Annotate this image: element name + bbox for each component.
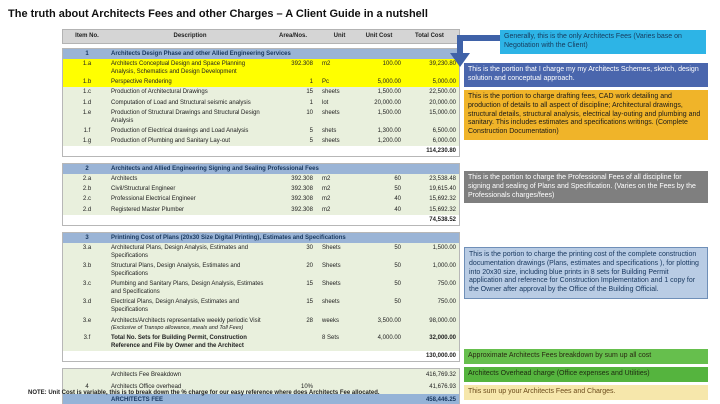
unit-value: m2	[322, 176, 331, 183]
callout-printing-cost-note: This is the portion to charge the printing cost of the complete construction documentation drawings (Plans, estimates and specifications ), for plotting into 20x30 size, including blue prints in 8 sets for Building Permit application and reference for Construction Implementation and 1 copy for the Owner after approval by the Office of the Building Official.	[464, 247, 708, 299]
item-description: Professional Electrical Engineer	[111, 196, 196, 203]
callout-conceptual-design-note: This is the portion that I charge my my Architects Schemes, sketch, design solution and conceptual approach.	[464, 63, 708, 87]
unit-cost-value: 4,000.00	[377, 335, 401, 342]
table-row	[63, 59, 459, 77]
unit-cost-value: 50	[394, 244, 401, 251]
total-cost-value: 15,000.00	[429, 109, 456, 116]
total-cost-value: 22,500.00	[429, 89, 456, 96]
item-description: Production of Structural Drawings and Structural Design Analysis	[111, 109, 260, 124]
table-row	[63, 205, 459, 215]
item-number: 2	[85, 166, 89, 173]
item-number: 1.a	[82, 61, 92, 68]
item-number: 1.g	[82, 137, 92, 144]
table-row	[63, 87, 459, 97]
total-cost-value: 98,000.00	[429, 317, 456, 324]
item-number: 2.b	[82, 186, 92, 193]
item-description: Electrical Plans, Design Analysis, Estimates and Specifications	[111, 299, 240, 314]
item-description: Architects Conceptual Design and Space Planning Analysis, Schematics and Design Development	[111, 61, 246, 76]
item-number: 1.d	[82, 99, 92, 106]
total-cost-value: 6,000.00	[432, 137, 456, 144]
unit-cost-value: 50	[394, 299, 401, 306]
unit-value: Sheets	[322, 244, 341, 251]
unit-value: sheets	[322, 109, 340, 116]
total-cost-value: 458,446.25	[425, 396, 456, 403]
area-value: 5	[309, 137, 313, 144]
unit-cost-value: 50	[394, 262, 401, 269]
item-description: Architects/Architects representative weekly periodic Visit (Exclusive of Transpo allowance, meals and Toll Fees)	[111, 317, 273, 333]
item-description: Production of Architectural Drawings	[111, 89, 208, 96]
area-value: 392.308	[291, 176, 313, 183]
column-header: Total Cost	[415, 33, 444, 39]
unit-cost-value: 100.00	[382, 61, 401, 68]
item-number: 2.a	[82, 176, 92, 183]
item-number: 3.a	[82, 244, 92, 251]
item-description: ARCHITECTS FEE	[111, 396, 164, 403]
unit-value: sheets	[322, 89, 340, 96]
column-header: Area/Nos.	[278, 33, 307, 39]
area-value: 392.308	[291, 206, 313, 213]
fees-table	[62, 29, 460, 404]
item-description: Perspective Rendering	[111, 79, 172, 86]
unit-value: m2	[322, 206, 331, 213]
table-section-block	[62, 163, 460, 226]
unit-cost-value: 50	[394, 281, 401, 288]
area-value: 30	[306, 244, 313, 251]
table-row	[63, 333, 459, 351]
table-section-block	[62, 232, 460, 363]
unit-cost-value: 3,500.00	[377, 317, 401, 324]
table-row	[63, 108, 459, 126]
area-value: 20	[306, 262, 313, 269]
callout-overhead-note: Architects Overhead charge (Office expenses and Utilities)	[464, 367, 708, 382]
table-row	[63, 98, 459, 108]
table-row	[63, 261, 459, 279]
unit-cost-value: 60	[394, 176, 401, 183]
item-number: 1.b	[82, 79, 92, 86]
item-number: 3.e	[82, 317, 92, 324]
area-value: 5	[309, 127, 313, 134]
item-number: 3.c	[82, 281, 91, 288]
column-header: Item No.	[75, 33, 99, 39]
item-description: Computation of Load and Structural seismic analysis	[111, 99, 251, 106]
total-cost-value: 15,692.32	[429, 196, 456, 203]
item-description: Production of Electrical drawings and Load Analysis	[111, 127, 249, 134]
item-number: 3.b	[82, 262, 92, 269]
section-title: Printining Cost of Plans (20x30 Size Digital Printing), Estimates and Specifications	[111, 234, 346, 241]
item-number: 2.d	[82, 206, 92, 213]
subtotal-value: 74,538.52	[429, 216, 456, 223]
unit-cost-value: 1,200.00	[377, 137, 401, 144]
unit-cost-value: 40	[394, 196, 401, 203]
area-value: 1	[309, 99, 313, 106]
column-header: Description	[173, 33, 207, 39]
item-number: 3.f	[83, 335, 91, 342]
area-value: 10%	[300, 384, 313, 391]
area-value: 1	[309, 79, 313, 86]
total-cost-value: 6,500.00	[432, 127, 456, 134]
unit-value: 8 Sets	[322, 335, 340, 342]
table-row	[63, 297, 459, 315]
item-description: Plumbing and Sanitary Plans, Design Analysis, Estimates and Specifications	[111, 281, 264, 296]
total-cost-value: 416,769.32	[425, 372, 456, 379]
table-row	[63, 77, 459, 87]
table-section-block	[62, 368, 460, 404]
item-number: 4	[85, 384, 89, 391]
table-row	[63, 316, 459, 334]
unit-cost-value: 5,000.00	[377, 79, 401, 86]
item-description: Architects	[111, 176, 138, 183]
item-description: Total No. Sets for Building Permit, Construction Reference and File by Owner and the Architect	[111, 335, 247, 350]
subtotal-value: 130,000.00	[425, 353, 456, 360]
area-value: 28	[306, 317, 313, 324]
table-row	[63, 146, 459, 156]
table-row	[63, 279, 459, 297]
unit-cost-value: 1,300.00	[377, 127, 401, 134]
item-number: 3.d	[82, 299, 92, 306]
column-header: Unit Cost	[365, 33, 393, 39]
unit-value: sheets	[322, 137, 340, 144]
table-row	[63, 136, 459, 146]
table-row	[63, 233, 459, 243]
unit-value: sheets	[322, 299, 340, 306]
total-cost-value: 19,615.40	[429, 186, 456, 193]
item-description: Registered Master Plumber	[111, 206, 185, 213]
item-number: 3	[85, 234, 89, 241]
unit-cost-value: 40	[394, 206, 401, 213]
total-cost-value: 20,000.00	[429, 99, 456, 106]
total-cost-value: 39,230.80	[429, 61, 456, 68]
unit-value: m2	[322, 196, 331, 203]
item-description: Production of Plumbing and Sanitary Lay-out	[111, 137, 231, 144]
item-description: Civil/Structural Engineer	[111, 186, 176, 193]
total-cost-value: 1,000.00	[432, 262, 456, 269]
total-cost-value: 750.00	[437, 299, 456, 306]
item-description: Architects Fee Breakdown	[111, 372, 182, 379]
table-row	[63, 174, 459, 184]
table-row	[63, 184, 459, 194]
table-section-block	[62, 48, 460, 157]
table-row	[63, 369, 459, 381]
footnote: NOTE: Unit Cost is variable, this is to break down the % charge for our easy reference where does Architects Fee allocated.	[28, 390, 380, 396]
table-row	[63, 351, 459, 361]
callout-professional-fees-note: This is the portion to charge the Professional Fees of all discipline for signing and sealing of Plans and Specification. (Varies on the Fees by the Professionals charges/fees)	[464, 171, 708, 203]
subtotal-value: 114,230.80	[426, 148, 456, 155]
item-description: Architectural Plans, Design Analysis, Estimates and Specifications	[111, 244, 249, 259]
column-header: Unit	[333, 33, 346, 39]
total-cost-value: 32,000.00	[429, 335, 456, 342]
area-value: 15	[306, 89, 313, 96]
total-cost-value: 41,676.93	[429, 384, 456, 391]
area-value: 15	[306, 281, 313, 288]
item-number: 1.c	[82, 89, 91, 96]
unit-cost-value: 1,500.00	[377, 89, 401, 96]
unit-cost-value: 1,500.00	[377, 109, 401, 116]
area-value: 15	[306, 299, 313, 306]
callout-drafting-fees-note: This is the portion to charge drafting fees, CAD work detailing and production of details to all aspect of discipline; Architectural drawings, structural details, structural analysis, electrical lay-outing and plumbing and sanitary. This includes estimates and specifications writings. (Complete Construction Documentation)	[464, 90, 708, 140]
unit-value: lot	[322, 99, 329, 106]
area-value: 392.308	[291, 186, 313, 193]
table-row	[63, 194, 459, 204]
callout-fee-breakdown-note: Approximate Architects Fees breakdown by sum up all cost	[464, 349, 708, 364]
table-body	[62, 48, 460, 404]
section-title: Architects Design Phase and other Allied Engineering Services	[111, 51, 291, 58]
area-value: 10	[306, 109, 313, 116]
unit-value: m2	[322, 61, 331, 68]
area-value: 392.308	[291, 196, 313, 203]
total-cost-value: 5,000.00	[432, 79, 456, 86]
callout-negotiation-note: Generally, this is the only Architects Fees (Varies base on Negotiation with the Client)	[500, 30, 706, 54]
table-row	[63, 164, 459, 174]
unit-value: m2	[322, 186, 331, 193]
unit-cost-value: 50	[394, 186, 401, 193]
section-title: Architects and Allied Engineering Signing and Sealing Professional Fees	[111, 166, 319, 173]
item-description: Structural Plans, Design Analysis, Estimates and Specifications	[111, 262, 241, 278]
item-number: 1	[85, 51, 89, 58]
item-number: 2.c	[82, 196, 91, 203]
unit-value: shets	[322, 127, 337, 134]
table-row	[63, 215, 459, 225]
table-header-row	[62, 29, 460, 44]
unit-value: Pc	[322, 79, 330, 86]
table-row	[63, 126, 459, 136]
total-cost-value: 23,538.48	[429, 176, 456, 183]
total-cost-value: 1,500.00	[432, 244, 456, 251]
area-value: 392.308	[291, 61, 313, 68]
unit-cost-value: 20,000.00	[374, 99, 401, 106]
item-number: 1.e	[82, 109, 92, 116]
item-number: 1.f	[83, 127, 91, 134]
item-description-note: (Exclusive of Transpo allowance, meals and Toll Fees)	[111, 324, 244, 331]
total-cost-value: 15,692.32	[429, 206, 456, 213]
unit-value: weeks	[322, 317, 340, 324]
item-description: Architects Office overhead	[111, 384, 182, 391]
unit-value: Sheets	[322, 281, 341, 288]
table-row	[63, 49, 459, 59]
total-cost-value: 750.00	[437, 281, 456, 288]
unit-value: Sheets	[322, 262, 341, 269]
callout-total-fee-note: This sum up your Architects Fees and Charges.	[464, 385, 708, 400]
table-row	[63, 243, 459, 261]
page-title: The truth about Architects Fees and other Charges – A Client Guide in a nutshell	[8, 8, 428, 20]
